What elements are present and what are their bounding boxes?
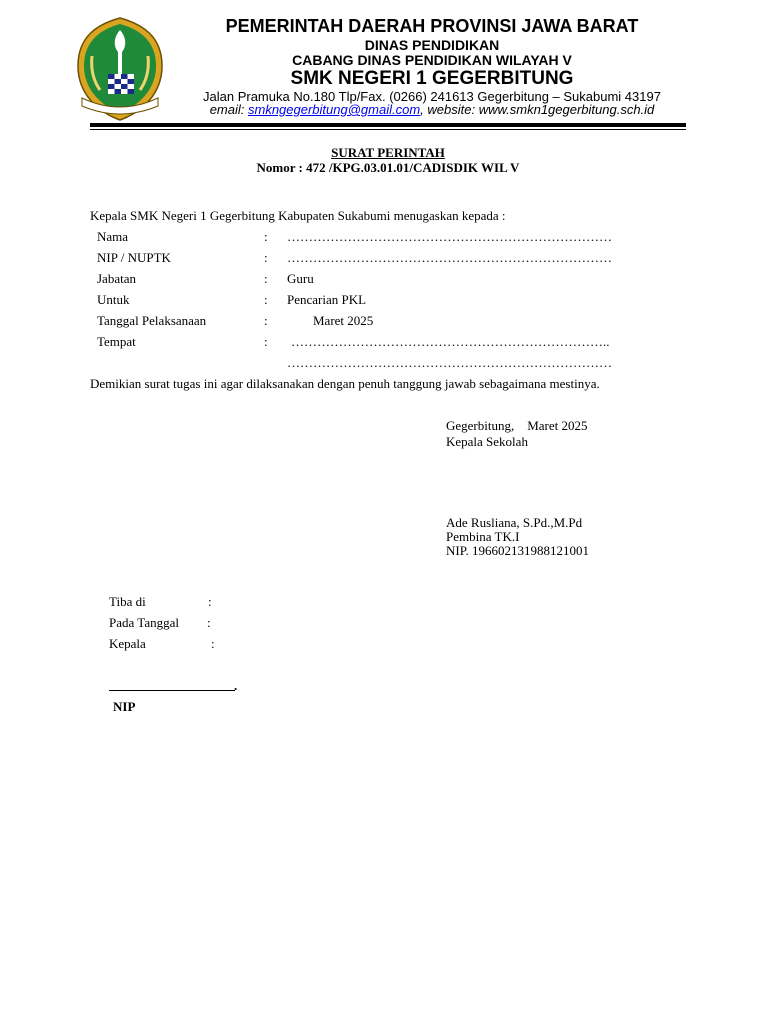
field-colon: : [264, 334, 268, 349]
signatory-rank: Pembina TK.I [446, 529, 520, 544]
field-colon: : [264, 292, 268, 307]
field-label-nama: Nama [97, 229, 129, 244]
letterhead-branch: CABANG DINAS PENDIDIKAN WILAYAH V [292, 52, 572, 68]
field-value-tempat-line2: ………………………………………………………………… [287, 355, 612, 370]
field-colon: : [264, 250, 268, 265]
website-text: , website: www.smkn1gegerbitung.sch.id [420, 102, 655, 117]
letterhead-address: Jalan Pramuka No.180 Tlp/Fax. (0266) 241613 Gegerbitung – Sukabumi 43197 [203, 89, 661, 104]
footer-label-tiba: Tiba di [109, 594, 146, 609]
signature-role: Kepala Sekolah [446, 434, 528, 449]
footer-colon: : [207, 615, 211, 630]
footer-label-pada-tanggal: Pada Tanggal [109, 615, 179, 630]
email-link[interactable]: smkngegerbitung@gmail.com [248, 102, 421, 117]
closing-paragraph: Demikian surat tugas ini agar dilaksanakan dengan penuh tanggung jawab sebagaimana mestinya. [90, 376, 600, 391]
field-value-untuk: Pencarian PKL [287, 292, 367, 307]
field-label-tanggal: Tanggal Pelaksanaan [97, 313, 207, 328]
document-number: Nomor : 472 /KPG.03.01.01/CADISDIK WIL V [256, 160, 520, 175]
header-divider-thick [90, 123, 686, 127]
letterhead-contact [178, 102, 686, 117]
letterhead-department: DINAS PENDIDIKAN [364, 37, 500, 53]
field-colon: : [264, 229, 268, 244]
letterhead-government: PEMERINTAH DAERAH PROVINSI JAWA BARAT [225, 16, 639, 36]
signature-line-dot: . [234, 678, 238, 693]
field-label-tempat: Tempat [97, 334, 136, 349]
footer-colon: : [208, 594, 212, 609]
email-label: email: [209, 102, 248, 117]
signatory-name: Ade Rusliana, S.Pd.,M.Pd [446, 515, 583, 530]
footer-nip-label: NIP [113, 699, 136, 714]
document-title: SURAT PERINTAH [331, 145, 445, 160]
footer-colon: : [211, 636, 215, 651]
header-divider-thin [90, 129, 686, 130]
signature-place-date: Gegerbitung, Maret 2025 [446, 418, 588, 433]
field-value-nama: ………………………………………………………………… [287, 229, 612, 244]
field-colon: : [264, 313, 268, 328]
signature-line [109, 690, 235, 691]
field-value-tempat: ……………………………………………………………….. [291, 334, 610, 349]
field-value-tanggal: Maret 2025 [313, 313, 374, 328]
field-value-jabatan: Guru [287, 271, 314, 286]
field-colon: : [264, 271, 268, 286]
field-label-untuk: Untuk [97, 292, 130, 307]
letterhead-school-name: SMK NEGERI 1 GEGERBITUNG [290, 68, 574, 89]
signatory-nip: NIP. 196602131988121001 [446, 543, 590, 558]
jawa-barat-logo [72, 16, 168, 122]
field-value-nip: ………………………………………………………………… [287, 250, 612, 265]
field-label-jabatan: Jabatan [97, 271, 136, 286]
field-label-nip: NIP / NUPTK [97, 250, 171, 265]
footer-label-kepala: Kepala [109, 636, 146, 651]
intro-text: Kepala SMK Negeri 1 Gegerbitung Kabupaten Sukabumi menugaskan kepada : [90, 208, 506, 223]
